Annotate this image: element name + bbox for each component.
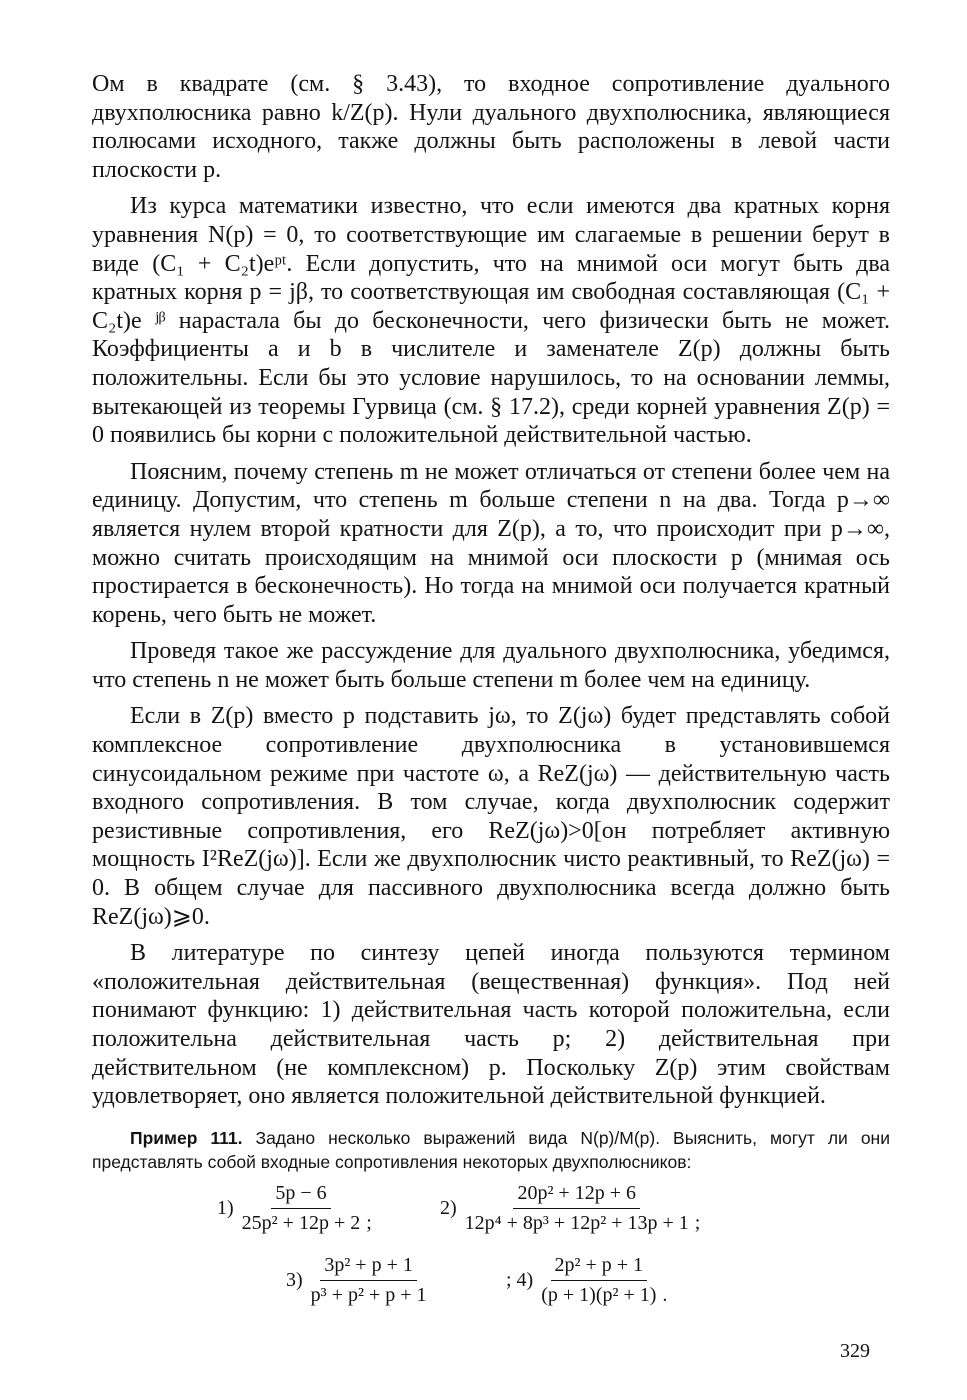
numerator: 3p² + p + 1 [320,1254,417,1281]
numerator: 5p − 6 [271,1182,330,1209]
paragraph-6: В литературе по синтезу цепей иногда пользуются термином «положительная действительная (вещественная) функция». Под ней понимают функцию: 1) действительная часть которой положительна, если положительна действительная часть p; 2) действительная при действительном (не комплексном) p. Поскольку Z(p) этим свойствам удовлетворяет, оно является положительной действительной функцией. [92,940,890,1110]
paragraph-5: Если в Z(p) вместо p подставить jω, то Z(jω) будет представлять собой комплексное сопротивление двухполюсника в установившемся синусоидальном режиме при частоте ω, а ReZ(jω) — действительную часть входного сопротивления. В том случае, когда двухполюсник содержит резистивные сопротивления, его ReZ(jω)>0[он потребляет активную мощность I²ReZ(jω)]. Если же двухполюсник чисто реактивный, то ReZ(jω) = 0. В общем случае для пассивного двухполюсника всегда должно быть ReZ(jω)⩾0. [92,703,890,930]
example-text: Задано несколько выражений вида N(p)/M(p). Выяснить, могут ли они представлять собой входные сопротивления некоторых двухполюсников: [92,1128,890,1172]
example-label: Пример 111. [130,1128,243,1148]
paragraph-2: Из курса математики известно, что если имеются два кратных корня уравнения N(p) = 0, то соответствующие им слагаемые в решении берут в виде (C₁ + C₂t)eᵖᵗ. Если допустить, что на мнимой оси могут быть два кратных корня p = jβ, то соответствующая им свободная составляющая (C₁ + C₂t)e ʲᵝ нарастала бы до бесконечности, чего физически быть не может. Коэффициенты a и b в числителе и заменателе Z(p) должны быть положительны. Если бы это условие нарушилось, то на основании леммы, вытекающей из теоремы Гурвица (см. § 17.2), среди корней уравнения Z(p) = 0 появились бы корни с положительной действительной частью. [92,193,890,449]
numerator: 20p² + 12p + 6 [513,1182,640,1209]
formula-2: 2) $\frac{\text{20p² + 12p + 6}}{\text{12p⁴ + 8p³ + 12p² + 13p + 1}}$ ; [440,1182,701,1234]
formula-block [0,1182,967,1322]
paragraph-4: Проведя такое же рассуждение для дуального двухполюсника, убедимся, что степень n не может быть больше степени m более чем на единицу. [92,638,890,693]
numerator: 2p² + p + 1 [551,1254,648,1281]
denominator: p³ + p² + p + 1 [310,1284,427,1306]
paragraph-3: Поясним, почему степень m не может отличаться от степени более чем на единицу. Допустим, что степень m больше степени n на два. Тогда p→∞ является нулем второй кратности для Z(p), а то, что происходит при p→∞, можно считать происходящим на мнимой оси плоскости p (мнимая ось простирается в бесконечность). Но тогда на мнимой оси получается кратный корень, чего быть не может. [92,458,890,628]
denominator: (p + 1)(p² + 1) [541,1284,657,1306]
main-text [92,70,890,1119]
fraction [307,1254,431,1307]
formula-4: ; 4) $\frac{\text{2p² + p + 1}}{\text{(p + 1)(p² + 1)}}$ . [506,1254,668,1306]
fraction [238,1182,365,1235]
formula-1: 1) $\frac{5p - 6}{\text{25p² + 12p + 2}}$ ; [217,1182,372,1234]
formula-3: 3) $\frac{\text{3p² + p + 1}}{\text{p³ + p² + p + 1}}$ [286,1254,433,1307]
page-number: 329 [840,1340,870,1362]
fraction [537,1254,660,1307]
denominator: 25p² + 12p + 2 [241,1212,361,1234]
fraction [461,1182,693,1235]
denominator: 12p⁴ + 8p³ + 12p² + 13p + 1 [464,1212,689,1234]
paragraph-1: Ом в квадрате (см. § 3.43), то входное сопротивление дуального двухполюсника равно k/Z(p). Нули дуального двухполюсника, являющиеся полюсами исходного, также должны быть расположены в левой части плоскости p. [92,71,890,183]
example-111 [92,1126,890,1174]
